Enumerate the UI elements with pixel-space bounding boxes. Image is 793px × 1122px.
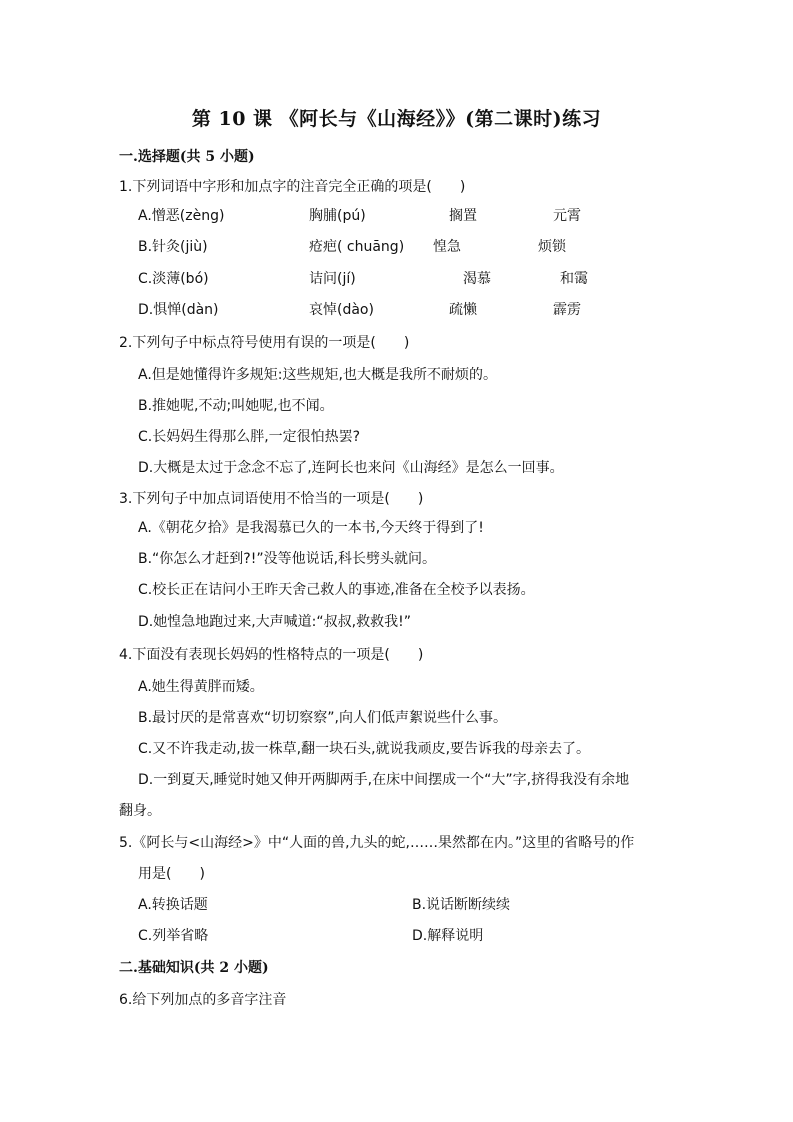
q1-option-d-word3: 疏懒 xyxy=(449,302,477,318)
q1-option-a-word4: 元霄 xyxy=(553,208,581,224)
q2-option-b: B.推她呢,不动;叫她呢,也不闻。 xyxy=(138,398,334,414)
question-5-stem-continued: 用是( ) xyxy=(138,866,205,882)
question-3-stem: 3.下列句子中加点词语使用不恰当的一项是( ) xyxy=(119,491,424,507)
question-4-stem: 4.下面没有表现长妈妈的性格特点的一项是( ) xyxy=(119,647,424,663)
q3-option-d: D.她惶急地跑过来,大声喊道:“叔叔,救救我!” xyxy=(138,614,411,630)
q5-option-a: A.转换话题 xyxy=(138,897,208,913)
q1-option-b-word2: 疮疤( chuāng) xyxy=(309,239,405,255)
q2-option-d: D.大概是太过于念念不忘了,连阿长也来问《山海经》是怎么一回事。 xyxy=(138,460,564,476)
section-heading-basics: 二.基础知识(共 2 小题) xyxy=(119,960,269,976)
q1-option-b-word3: 惶急 xyxy=(433,239,461,255)
question-5-stem: 5.《阿长与<山海经>》中“人面的兽,九头的蛇,……果然都在内。”这里的省略号的作 xyxy=(119,835,635,851)
q3-option-b: B.“你怎么才赶到?!”没等他说话,科长劈头就问。 xyxy=(138,551,437,567)
q1-option-a-word2: 胸脯(pú) xyxy=(309,208,366,224)
section-heading-choice: 一.选择题(共 5 小题) xyxy=(119,149,255,165)
q4-option-c: C.又不许我走动,拔一株草,翻一块石头,就说我顽皮,要告诉我的母亲去了。 xyxy=(138,741,591,757)
q1-option-b-word1: B.针灸(jiù) xyxy=(138,239,208,255)
question-2-stem: 2.下列句子中标点符号使用有误的一项是( ) xyxy=(119,335,410,351)
q3-option-a: A.《朝花夕拾》是我渴慕已久的一本书,今天终于得到了! xyxy=(138,520,484,536)
q5-option-c: C.列举省略 xyxy=(138,928,209,944)
q4-option-d: D.一到夏天,睡觉时她又伸开两脚两手,在床中间摆成一个“大”字,挤得我没有余地 xyxy=(138,772,630,788)
question-6-stem: 6.给下列加点的多音字注音 xyxy=(119,992,287,1008)
question-1-stem: 1.下列词语中字形和加点字的注音完全正确的项是( ) xyxy=(119,179,466,195)
q5-option-b: B.说话断断续续 xyxy=(412,897,511,913)
q5-option-d: D.解释说明 xyxy=(412,928,484,944)
q4-option-b: B.最讨厌的是常喜欢“切切察察”,向人们低声絮说些什么事。 xyxy=(138,710,508,726)
q2-option-c: C.长妈妈生得那么胖,一定很怕热罢? xyxy=(138,429,361,445)
q3-option-c: C.校长正在诘问小王昨天舍己救人的事迹,准备在全校予以表扬。 xyxy=(138,582,535,598)
q1-option-c-word2: 诘问(jí) xyxy=(309,271,356,287)
page-title: 第 10 课 《阿长与《山海经》》(第二课时)练习 xyxy=(191,108,602,130)
q1-option-d-word2: 哀悼(dào) xyxy=(309,302,374,318)
q4-option-d-continued: 翻身。 xyxy=(119,803,161,819)
q1-option-d-word1: D.惧惮(dàn) xyxy=(138,302,219,318)
q1-option-b-word4: 烦锁 xyxy=(538,239,566,255)
q1-option-d-word4: 霹雳 xyxy=(553,302,581,318)
q1-option-c-word1: C.淡薄(bó) xyxy=(138,271,209,287)
q1-option-c-word3: 渴慕 xyxy=(463,271,491,287)
q4-option-a: A.她生得黄胖而矮。 xyxy=(138,679,264,695)
q1-option-c-word4: 和霭 xyxy=(560,271,588,287)
q1-option-a-word3: 搁置 xyxy=(449,208,477,224)
q2-option-a: A.但是她懂得许多规矩:这些规矩,也大概是我所不耐烦的。 xyxy=(138,367,497,383)
q1-option-a-word1: A.憎恶(zèng) xyxy=(138,208,225,224)
